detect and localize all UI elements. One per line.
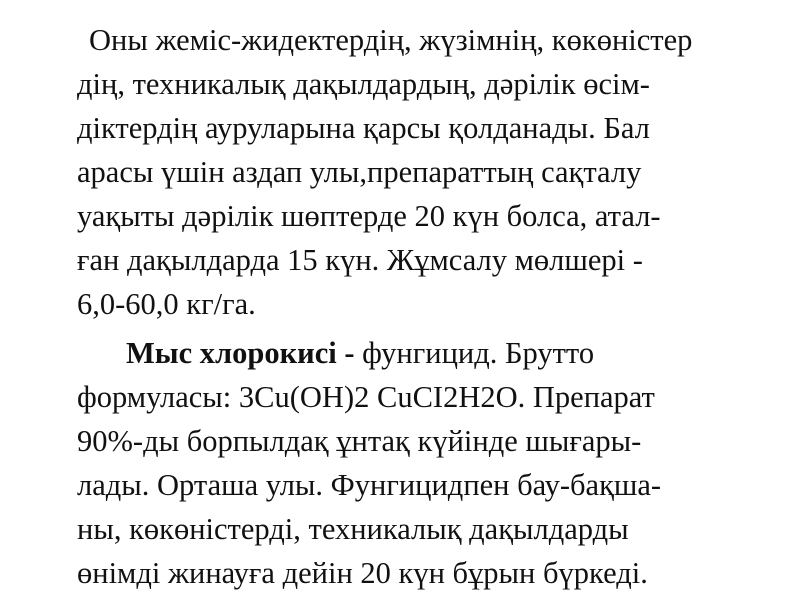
paragraph1-line-2: дің, техникалық дақылдардың, дәрілік өсім-	[77, 67, 650, 101]
paragraph2-line-4: лады. Орташа улы. Фунгицидпен бау-бақша-	[77, 468, 662, 502]
paragraph2-line-6: өнімді жинауға дейін 20 күн бұрын бүркеді.	[77, 556, 648, 590]
paragraph2-line-3: 90%-ды борпылдақ ұнтақ күйінде шығары-	[77, 424, 642, 458]
paragraph1-line-5: уақыты дәрілік шөптерде 20 күн болса, атал-	[77, 199, 661, 233]
paragraph1-line-7: 6,0-60,0 кг/га.	[77, 287, 256, 321]
paragraph2-line-1	[126, 334, 594, 372]
paragraph2-line-2: формуласы: 3Cu(OH)2 CuCI2H2O. Препарат	[77, 380, 655, 414]
paragraph1-line-1: Оны жеміс-жидектердің, жүзімнің, көкөністер	[89, 23, 693, 57]
paragraph2-term: Мыс хлорокисі -	[126, 336, 355, 370]
paragraph1-line-3: діктердің ауруларына қарсы қолданады. Бал	[77, 111, 650, 145]
paragraph1-line-6: ған дақылдарда 15 күн. Жұмсалу мөлшері -	[77, 243, 643, 277]
paragraph2-first-line-rest: фунгицид. Брутто	[354, 336, 595, 370]
paragraph1-line-4: арасы үшін аздап улы,препараттың сақталу	[77, 155, 642, 189]
paragraph2-line-5: ны, көкөністерді, техникалық дақылдарды	[77, 512, 629, 546]
